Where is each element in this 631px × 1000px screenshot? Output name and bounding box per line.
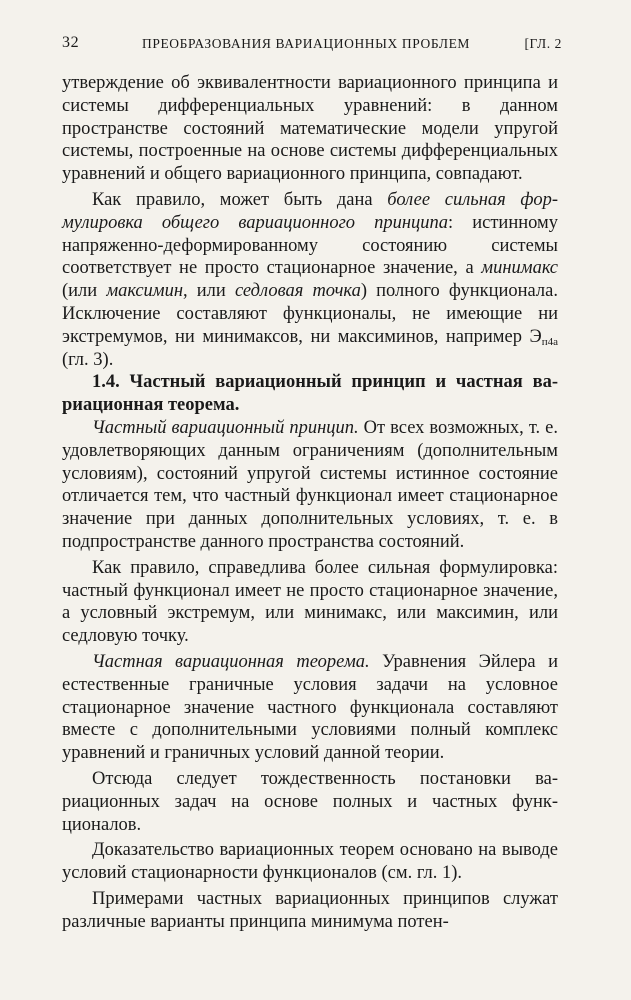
paragraph-2-text-c: : истинному напряженно-деформированному состоянию системы соответствует не просто стационарное значение, а <box>62 212 558 279</box>
paragraph-2-text-j: (гл. 3). <box>62 349 114 370</box>
chapter-marker: [ГЛ. 2 <box>524 36 562 51</box>
paragraph-7: Доказательство вариационных теорем основано на выводе условий стационарности функционалов (см. гл. 1). <box>62 840 558 884</box>
paragraph-2-text-g: , или <box>183 281 235 302</box>
paragraph-2-emphasis-saddle-point: седловая точка <box>234 281 361 302</box>
paragraph-6: Отсюда следует тождественность постановки вариационных задач на основе полных и частных функционалов. <box>62 768 558 835</box>
paragraph-2-text-e: (или <box>62 281 107 302</box>
paragraph-3-term: Частный вариационный принцип. <box>92 417 359 438</box>
paragraph-5-text: Уравнения Эйлера и естественные граничные условия задачи на условное стационарное значение частного функционала составляют вместе с дополнительными условиями полный комплекс уравнений и граничных условий данной теории. <box>62 651 558 764</box>
paragraph-5 <box>62 651 558 765</box>
functional-subscript: п4а <box>541 335 558 348</box>
paragraph-2-emphasis-minimax: минимакс <box>481 258 558 279</box>
section-heading: 1.4. Частный вариационный принцип и частная вариационная теорема. <box>62 372 558 416</box>
page-number: 32 <box>62 34 80 51</box>
paragraph-3 <box>62 417 558 554</box>
running-header <box>62 34 562 56</box>
paragraph-2-emphasis-stronger-formulation: более сильная формулировка общего вариационного принципа <box>62 189 558 233</box>
paragraph-4: Как правило, справедлива более сильная формулировка: частный функционал имеет не просто стационарное значение, а условный экстремум, или минимакс, или максимин, или седловую точку. <box>62 557 558 647</box>
paragraph-2-emphasis-maximin: максимин <box>106 281 184 302</box>
paragraph-2 <box>62 189 558 371</box>
paragraph-2-text-i: ) полного функционала. Исключение составляют функционалы, не имеющие ни экстремумов, ни минимаксов, ни максиминов, например Э <box>62 281 558 347</box>
paragraph-8: Примерами частных вариационных принципов служат различные варианты принципа минимума потен- <box>62 888 558 932</box>
paragraph-3-text: От всех возможных, т. е. удовлетворяющих данным ограничениям (дополнительным условиям), состояний упругой системы истинное состояние отличается тем, что частный функционал имеет стационарное значение при данных дополнительных условиях, т. е. в подпространстве данного пространства состояний. <box>62 417 558 552</box>
paragraph-5-term: Частная вариационная теорема. <box>92 651 370 672</box>
page-body <box>62 72 558 933</box>
paragraph-2-text-a: Как правило, может быть дана <box>92 189 388 210</box>
paragraph-1: утверждение об эквивалентности вариационного принципа и системы дифференциальных уравнений: в данном пространстве состояний математические модели упругой системы, построенные на основе системы дифференциальных уравнений и общего вариационного принципа, совпадают. <box>62 73 558 185</box>
running-title: ПРЕОБРАЗОВАНИЯ ВАРИАЦИОННЫХ ПРОБЛЕМ <box>142 36 471 51</box>
